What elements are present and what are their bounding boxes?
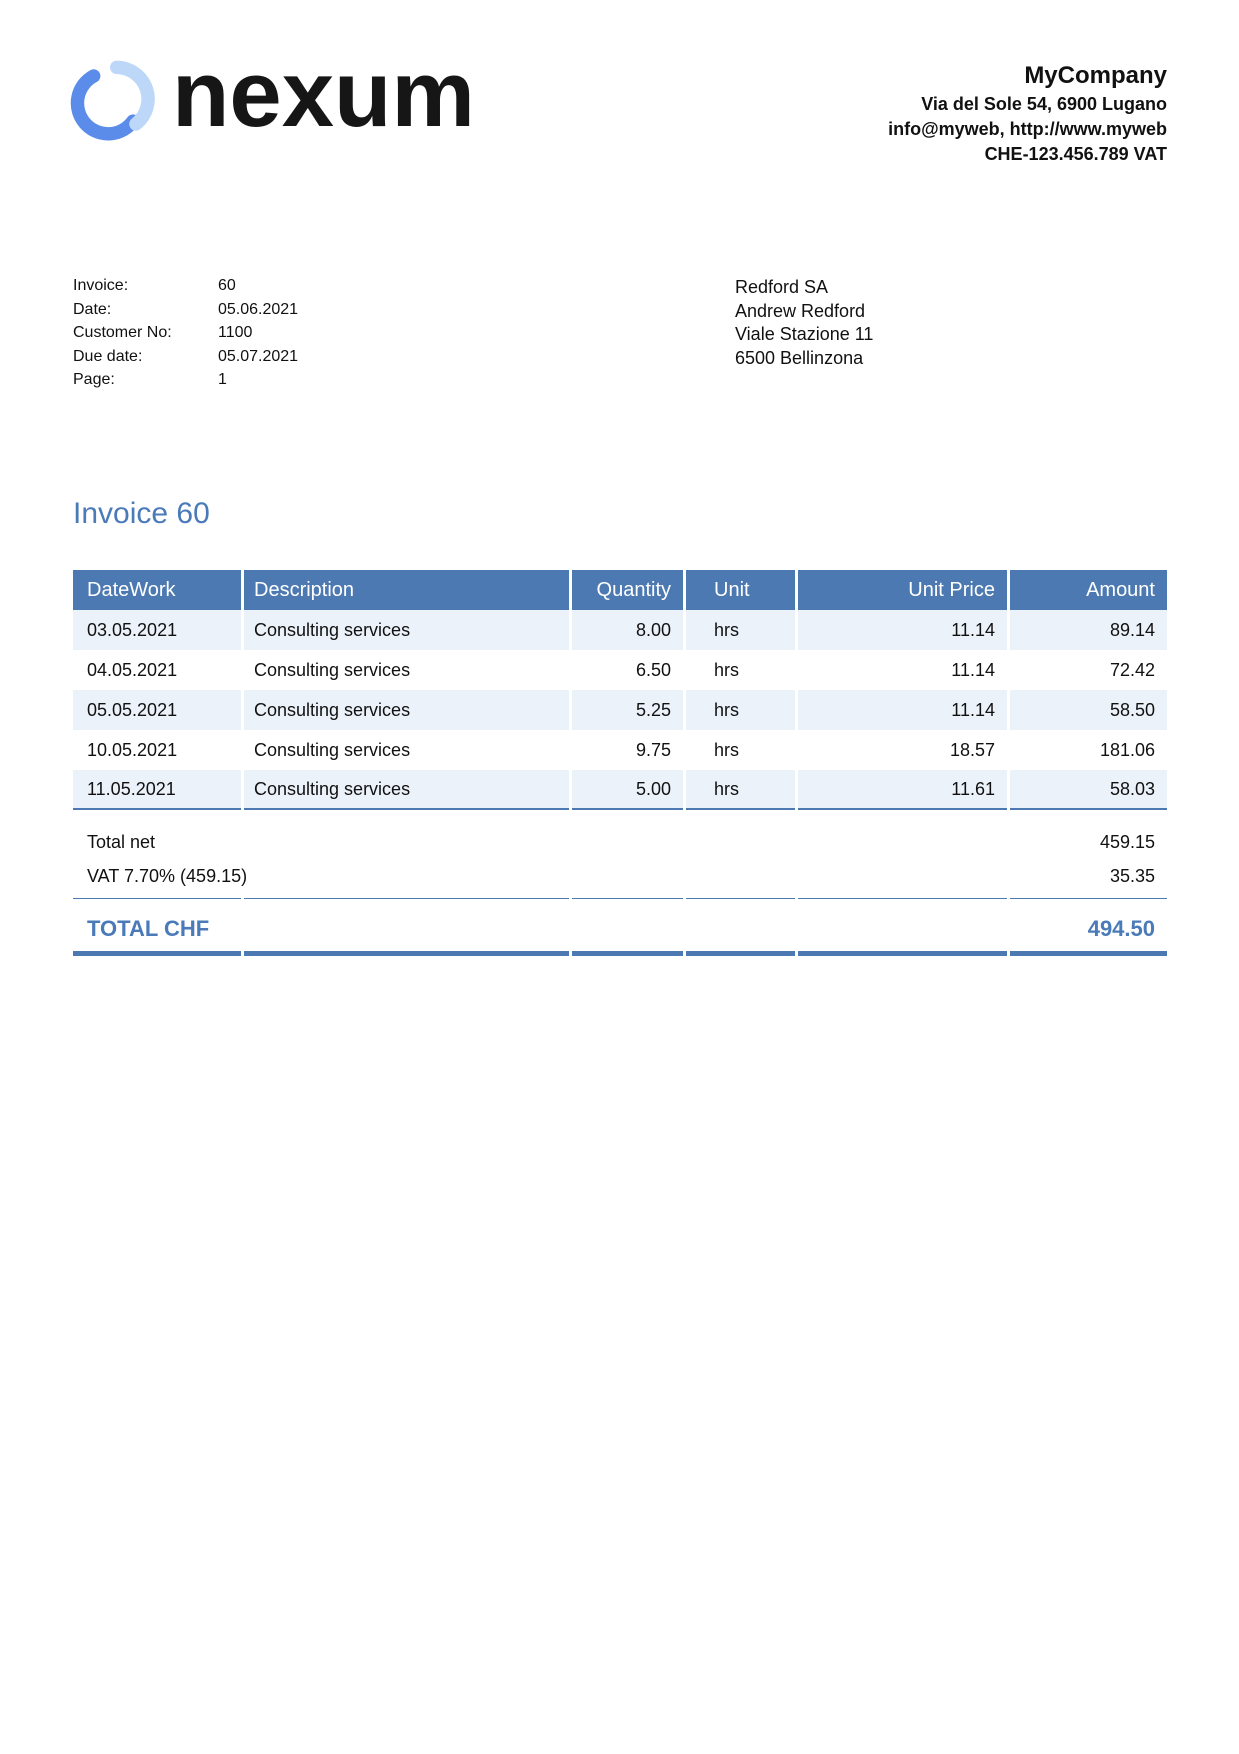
cell-unit: hrs — [686, 770, 795, 810]
meta-page-label: Page: — [73, 371, 115, 388]
meta-date-value: 05.06.2021 — [218, 300, 299, 318]
table-row — [73, 690, 1167, 730]
company-name: MyCompany — [1024, 62, 1167, 89]
cell-amount: 89.14 — [1010, 610, 1167, 650]
header-quantity: Quantity — [572, 570, 683, 610]
total-net-value: 459.15 — [1099, 832, 1155, 852]
vat-label: VAT 7.70% (459.15) — [73, 859, 241, 899]
cell-description: Consulting services — [244, 770, 569, 810]
cell-date: 03.05.2021 — [73, 610, 241, 650]
company-block — [888, 60, 1167, 167]
cell-date: 10.05.2021 — [87, 739, 178, 760]
customer-company: Redford SA — [735, 277, 829, 297]
cell-amount: 181.06 — [1099, 739, 1155, 760]
meta-page-value: 1 — [218, 371, 227, 388]
customer-street: Viale Stazione 11 — [735, 324, 874, 344]
cell-description: Consulting services — [244, 690, 569, 730]
meta-invoice-label: Invoice: — [73, 277, 129, 294]
meta-due-value: 05.07.2021 — [218, 347, 299, 365]
meta-customer-label: Customer No: — [73, 324, 172, 341]
cell-amount: 58.50 — [1010, 690, 1167, 730]
meta-due-label: Due date: — [73, 347, 143, 365]
cell-description: Consulting services — [254, 739, 411, 760]
customer-contact: Andrew Redford — [735, 300, 866, 321]
cell-unit-price: 11.14 — [951, 659, 995, 680]
vat-row — [73, 859, 1167, 899]
meta-customer-value: 1100 — [218, 324, 253, 341]
cell-date: 04.05.2021 — [87, 659, 178, 680]
brand-logo — [62, 41, 475, 150]
page-title: Invoice 60 — [73, 497, 210, 530]
total-net-row — [73, 810, 1167, 859]
total-net-label: Total net — [87, 832, 156, 852]
grand-total-label: TOTAL CHF — [73, 899, 241, 953]
header-amount: Amount — [1010, 570, 1167, 610]
cell-amount: 72.42 — [1109, 659, 1155, 680]
grand-total-value: 494.50 — [1010, 899, 1167, 953]
cell-unit: hrs — [714, 739, 740, 760]
meta-date-label: Date: — [73, 300, 112, 318]
company-contact: info@myweb, http://www.myweb — [888, 119, 1167, 139]
cell-unit: hrs — [686, 690, 795, 730]
cell-quantity: 5.25 — [572, 690, 683, 730]
nexum-logo-icon — [62, 52, 158, 148]
header-unit: Unit — [686, 570, 795, 610]
table-row — [73, 650, 1167, 690]
cell-unit: hrs — [686, 610, 795, 650]
cell-quantity: 9.75 — [635, 739, 671, 760]
cell-unit: hrs — [714, 659, 740, 680]
cell-description: Consulting services — [244, 610, 569, 650]
header-datework: DateWork — [73, 570, 241, 610]
header-unit-price: Unit Price — [798, 570, 1007, 610]
cell-unit-price: 11.14 — [798, 690, 1007, 730]
cell-unit-price: 11.14 — [798, 610, 1007, 650]
customer-city: 6500 Bellinzona — [735, 347, 864, 368]
cell-quantity: 8.00 — [572, 610, 683, 650]
table-header-row — [73, 570, 1167, 610]
cell-quantity: 6.50 — [635, 659, 671, 680]
grand-total-row — [73, 899, 1167, 953]
cell-date: 05.05.2021 — [73, 690, 241, 730]
cell-date: 11.05.2021 — [73, 770, 241, 810]
cell-amount: 58.03 — [1010, 770, 1167, 810]
company-address: Via del Sole 54, 6900 Lugano — [921, 94, 1167, 114]
header-description: Description — [244, 570, 569, 610]
table-row — [73, 610, 1167, 650]
meta-invoice-value: 60 — [218, 277, 236, 294]
company-vat: CHE-123.456.789 VAT — [984, 144, 1167, 164]
vat-value: 35.35 — [1010, 859, 1167, 899]
brand-name: nexum — [172, 41, 475, 146]
cell-description: Consulting services — [254, 659, 411, 680]
customer-address — [735, 276, 873, 370]
line-items-table — [70, 570, 1170, 956]
cell-unit-price: 18.57 — [949, 739, 995, 760]
cell-unit-price: 11.61 — [798, 770, 1007, 810]
cell-quantity: 5.00 — [572, 770, 683, 810]
table-row — [73, 770, 1167, 810]
table-row — [73, 730, 1167, 770]
double-rule-row — [73, 953, 1167, 956]
invoice-meta — [73, 274, 298, 392]
